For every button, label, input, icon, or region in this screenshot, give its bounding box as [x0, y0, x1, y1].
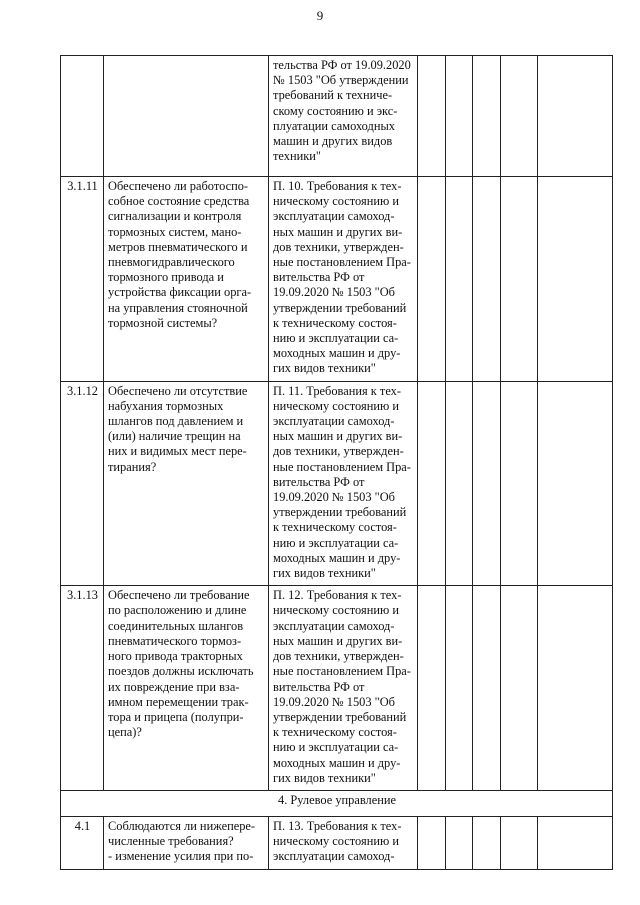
table-row: [61, 381, 613, 586]
reference-cell: П. 13. Требования к тех- ническому состоянию и эксплуатации самоход-: [269, 816, 418, 869]
question-cell: Обеспечено ли отсутствие набухания тормозных шлангов под давлением и (или) наличие трещин на них и видимых мест пере- тирания?: [104, 381, 269, 586]
reference-cell: тельства РФ от 19.09.2020 № 1503 "Об утверждении требований к техниче- скому состоянию и экс- плуатации самоходных машин и других видов техники": [269, 56, 418, 177]
answer-cell: [418, 816, 446, 869]
answer-cell: [501, 381, 538, 586]
reference-cell: П. 10. Требования к тех- ническому состоянию и эксплуатации самоход- ных машин и других ви- дов техники, утвержден- ные постановлением Пра- вительства РФ от 19.09.2020 № 1503 "Об утверждении требований к техническому состоя- нию и эксплуатации са- моходных машин и дру- гих видов техники": [269, 177, 418, 382]
note-cell: [538, 586, 613, 791]
answer-cell: [446, 177, 473, 382]
note-cell: [538, 177, 613, 382]
answer-cell: [501, 177, 538, 382]
row-number: 4.1: [61, 816, 104, 869]
note-cell: [538, 56, 613, 177]
note-cell: [538, 816, 613, 869]
answer-cell: [446, 56, 473, 177]
answer-cell: [473, 177, 501, 382]
answer-cell: [501, 816, 538, 869]
question-cell: Обеспечено ли работоспо- собное состояние средства сигнализации и контроля тормозных систем, мано- метров пневматического и пневмогидравлического тормозного привода и устройства фиксации орга- на управления стояночной тормозной системы?: [104, 177, 269, 382]
table-row: [61, 56, 613, 177]
row-number: 3.1.13: [61, 586, 104, 791]
answer-cell: [501, 56, 538, 177]
answer-cell: [418, 56, 446, 177]
reference-cell: П. 11. Требования к тех- ническому состоянию и эксплуатации самоход- ных машин и других ви- дов техники, утвержден- ные постановлением Пра- вительства РФ от 19.09.2020 № 1503 "Об утверждении требований к техническому состоя- нию и эксплуатации са- моходных машин и дру- гих видов техники": [269, 381, 418, 586]
answer-cell: [418, 381, 446, 586]
row-number: [61, 56, 104, 177]
page-number: 9: [316, 8, 324, 23]
answer-cell: [473, 586, 501, 791]
row-number: 3.1.12: [61, 381, 104, 586]
note-cell: [538, 381, 613, 586]
answer-cell: [418, 586, 446, 791]
question-cell: [104, 56, 269, 177]
answer-cell: [418, 177, 446, 382]
answer-cell: [501, 586, 538, 791]
table-row: [61, 816, 613, 869]
table-row: [61, 177, 613, 382]
answer-cell: [473, 816, 501, 869]
question-cell: Обеспечено ли требование по расположению и длине соединительных шлангов пневматического тормоз- ного привода тракторных поездов должны исключать их повреждение при вза- имном перемещении трак- тора и прицепа (полупри- цепа)?: [104, 586, 269, 791]
answer-cell: [473, 56, 501, 177]
question-cell: Соблюдаются ли нижепере- численные требования? - изменение усилия при по-: [104, 816, 269, 869]
checklist-table: [60, 55, 613, 870]
answer-cell: [473, 381, 501, 586]
section-title: 4. Рулевое управление: [61, 790, 613, 816]
answer-cell: [446, 381, 473, 586]
row-number: 3.1.11: [61, 177, 104, 382]
reference-cell: П. 12. Требования к тех- ническому состоянию и эксплуатации самоход- ных машин и других ви- дов техники, утвержден- ные постановлением Пра- вительства РФ от 19.09.2020 № 1503 "Об утверждении требований к техническому состоя- нию и эксплуатации са- моходных машин и дру- гих видов техники": [269, 586, 418, 791]
section-row: [61, 790, 613, 816]
answer-cell: [446, 586, 473, 791]
answer-cell: [446, 816, 473, 869]
table-row: [61, 586, 613, 791]
